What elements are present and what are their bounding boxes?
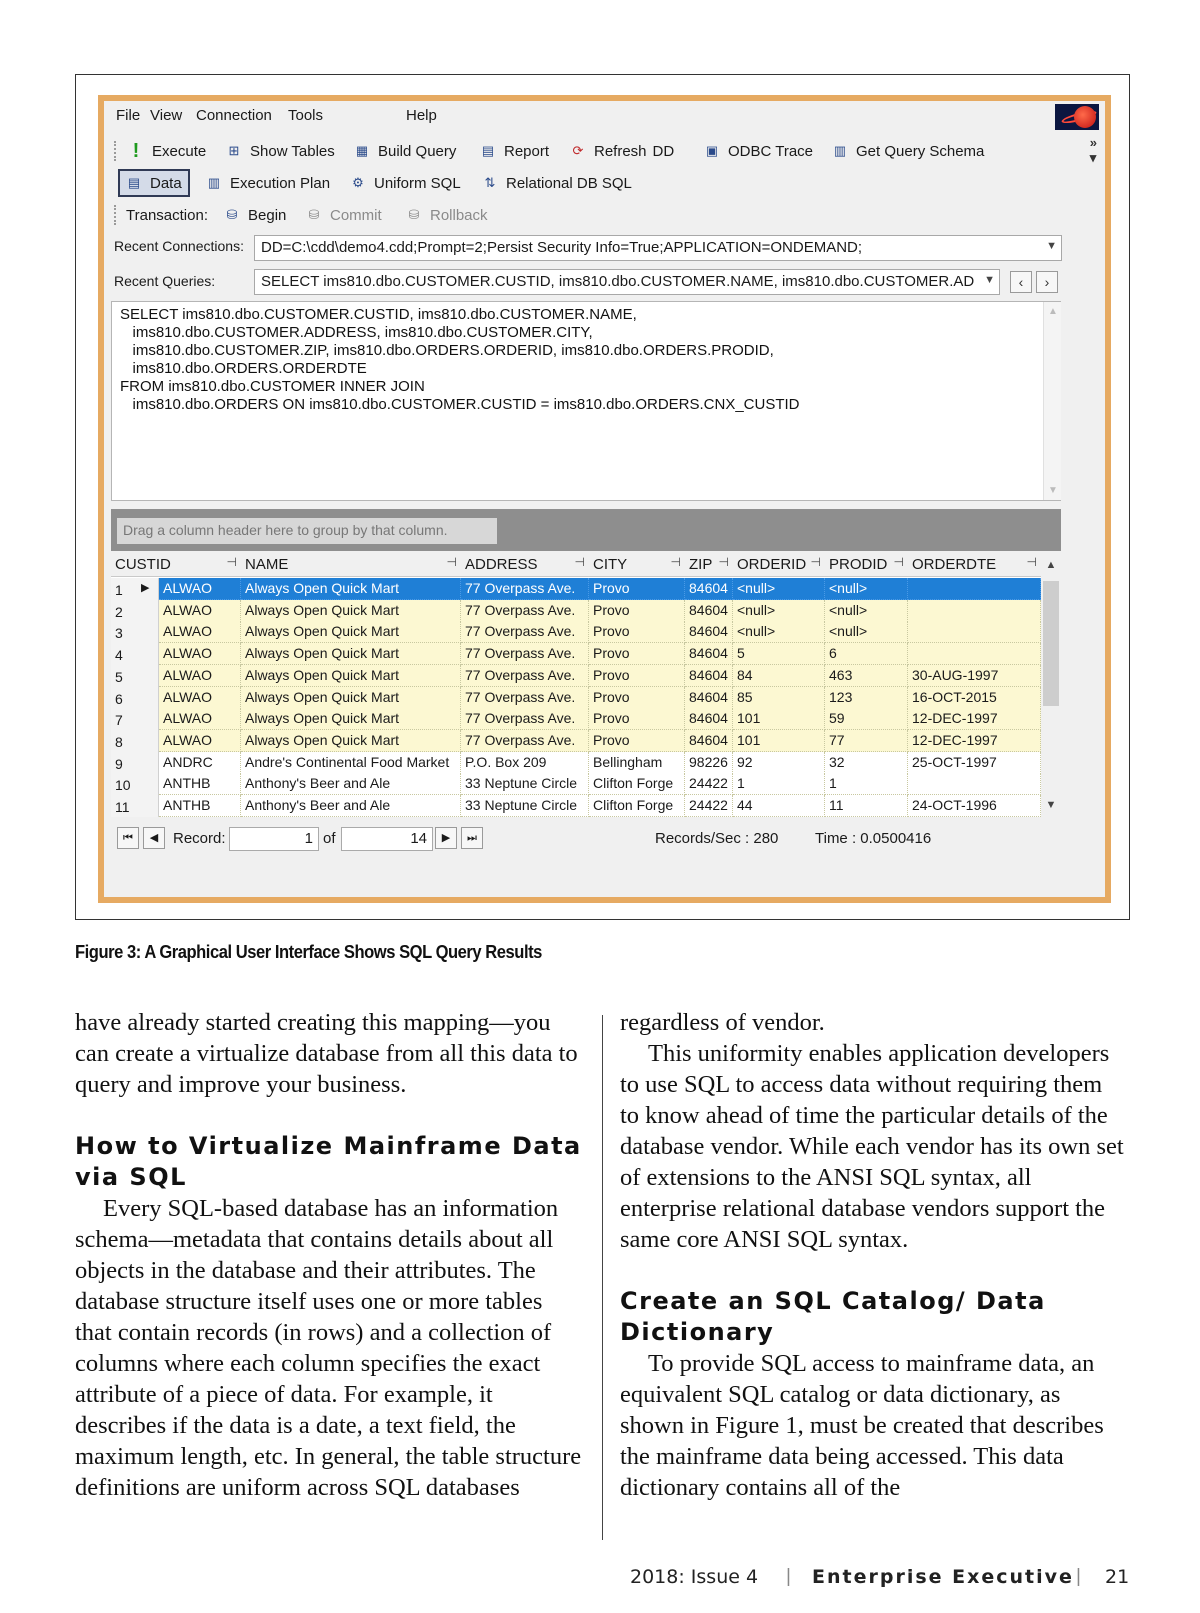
paragraph: Every SQL-based database has an information schema—metadata that contains details about all objects in the database and their attributes. The database structure itself uses one or more tables that contain records (in rows) and a collection of columns where each column specifies the exact attribute of a piece of data. For example, it describes if the data is a date, a text field, the maximum length, etc. In general, the table structure definitions are uniform across SQL databases: [75, 1195, 582, 1501]
record-total-field: 14: [341, 827, 433, 851]
odbc-trace-icon: ▣: [705, 143, 719, 158]
cell-name[interactable]: Always Open Quick Mart: [241, 708, 461, 730]
cell-orderdte[interactable]: [908, 773, 1041, 795]
cell-address[interactable]: 77 Overpass Ave.: [461, 578, 589, 600]
page-number: 21: [1105, 1566, 1130, 1588]
rollback-button[interactable]: ⛁ Rollback: [404, 203, 488, 227]
cell-orderid[interactable]: <null>: [733, 621, 825, 643]
table-row[interactable]: [111, 578, 1041, 600]
relational-db-sql-icon: ⇅: [484, 175, 496, 190]
cell-orderid[interactable]: 84: [733, 665, 825, 687]
table-row[interactable]: [111, 730, 1041, 752]
cell-orderdte[interactable]: 25-OCT-1997: [908, 752, 1041, 774]
cell-name[interactable]: Andre's Continental Food Market: [241, 752, 461, 774]
report-button[interactable]: ▤ Report: [478, 139, 549, 163]
cell-city[interactable]: Provo: [589, 621, 685, 643]
row-number[interactable]: 9: [111, 752, 159, 774]
previous-query-button[interactable]: ‹: [1010, 271, 1032, 293]
scroll-thumb[interactable]: [1043, 581, 1059, 706]
build-query-button[interactable]: ▦ Build Query: [352, 139, 456, 163]
cell-address[interactable]: 77 Overpass Ave.: [461, 621, 589, 643]
row-number[interactable]: 7: [111, 708, 159, 730]
cell-custid[interactable]: ALWAO: [159, 687, 241, 709]
results-grid: [111, 553, 1061, 815]
grid-header: [111, 553, 1041, 577]
cell-zip[interactable]: 84604: [685, 730, 733, 752]
row-number[interactable]: 4: [111, 643, 159, 665]
chevron-down-icon: ▼: [984, 274, 995, 286]
records-per-sec: Records/Sec : 280: [655, 830, 779, 847]
pin-icon[interactable]: ⊣: [446, 555, 457, 569]
pin-icon[interactable]: ⊣: [810, 555, 821, 569]
cell-prodid[interactable]: 32: [825, 752, 908, 774]
toolbar-grip[interactable]: [114, 205, 117, 225]
cell-city[interactable]: Bellingham: [589, 752, 685, 774]
toolbar-overflow-icon[interactable]: » ▾: [1089, 135, 1097, 165]
cell-prodid[interactable]: <null>: [825, 600, 908, 622]
cell-custid[interactable]: ANTHB: [159, 773, 241, 795]
column-header-orderdte[interactable]: ORDERDTE ⊣: [912, 555, 1037, 573]
transaction-label: Transaction:: [126, 206, 208, 224]
cell-zip[interactable]: 24422: [685, 773, 733, 795]
menu-help[interactable]: Help: [406, 107, 437, 124]
cell-zip[interactable]: 84604: [685, 665, 733, 687]
column-header-zip[interactable]: ZIP ⊣: [689, 555, 729, 573]
cell-custid[interactable]: ALWAO: [159, 600, 241, 622]
cell-city[interactable]: Provo: [589, 730, 685, 752]
footer-issue: 2018: Issue 4: [630, 1566, 759, 1588]
cell-orderid[interactable]: 101: [733, 708, 825, 730]
chevron-down-icon: ▼: [1046, 240, 1057, 252]
record-label: Record:: [173, 830, 226, 847]
row-number[interactable]: 2: [111, 600, 159, 622]
row-number[interactable]: 10: [111, 773, 159, 795]
footer-separator: |: [786, 1566, 791, 1587]
cell-prodid[interactable]: <null>: [825, 578, 908, 600]
cell-zip[interactable]: 84604: [685, 687, 733, 709]
cell-name[interactable]: Anthony's Beer and Ale: [241, 773, 461, 795]
rollback-icon: ⛁: [408, 207, 420, 222]
cell-zip[interactable]: 24422: [685, 795, 733, 817]
data-button[interactable]: ▤ Data: [118, 169, 190, 197]
cell-prodid[interactable]: 59: [825, 708, 908, 730]
cell-zip[interactable]: 84604: [685, 708, 733, 730]
cell-city[interactable]: Provo: [589, 643, 685, 665]
cell-orderid[interactable]: 101: [733, 730, 825, 752]
menu-file[interactable]: File: [116, 107, 141, 124]
section-heading: How to Virtualize Mainframe Data via SQL: [75, 1132, 582, 1191]
row-number[interactable]: 1 ▶: [111, 578, 159, 600]
cell-address[interactable]: 77 Overpass Ave.: [461, 643, 589, 665]
execute-icon: !: [132, 139, 140, 162]
refresh-icon: ⟳: [572, 143, 584, 158]
uniform-sql-button[interactable]: ⚙ Uniform SQL: [348, 171, 461, 195]
view-toolbar: [104, 167, 1105, 199]
pin-icon[interactable]: ⊣: [718, 555, 729, 569]
cell-custid[interactable]: ALWAO: [159, 643, 241, 665]
row-number[interactable]: 6: [111, 687, 159, 709]
pin-icon[interactable]: ⊣: [226, 555, 237, 569]
cell-address[interactable]: 77 Overpass Ave.: [461, 665, 589, 687]
recent-queries-label: Recent Queries:: [114, 273, 216, 289]
figure-caption: Figure 3: A Graphical User Interface Shows SQL Query Results: [75, 942, 542, 962]
cell-zip[interactable]: 98226: [685, 752, 733, 774]
cell-orderdte[interactable]: [908, 578, 1041, 600]
paragraph: This uniformity enables application developers to use SQL to access data without requiring them to know ahead of time the particular details of the database vendor. While each vendor has its own set of extensions to the ANSI SQL syntax, all enterprise relational database vendors support the same core ANSI SQL syntax.: [620, 1040, 1124, 1253]
footer-magazine: Enterprise Executive: [812, 1566, 1074, 1588]
next-record-button[interactable]: ▶: [435, 827, 457, 849]
next-query-button[interactable]: ›: [1036, 271, 1058, 293]
pin-icon[interactable]: ⊣: [670, 555, 681, 569]
row-number[interactable]: 11: [111, 795, 159, 817]
cell-address[interactable]: 33 Neptune Circle: [461, 795, 589, 817]
table-row[interactable]: [111, 687, 1041, 709]
previous-record-button[interactable]: ◀: [143, 827, 165, 849]
query-schema-icon: ▥: [833, 143, 847, 158]
group-by-hint: Drag a column header here to group by that column.: [117, 518, 497, 544]
cell-zip[interactable]: 84604: [685, 600, 733, 622]
cell-city[interactable]: Provo: [589, 687, 685, 709]
recent-connections-label: Recent Connections:: [114, 238, 244, 254]
cell-orderid[interactable]: 1: [733, 773, 825, 795]
cell-custid[interactable]: ALWAO: [159, 621, 241, 643]
cell-zip[interactable]: 84604: [685, 578, 733, 600]
article-column-left: [75, 1007, 585, 1503]
cell-orderdte[interactable]: [908, 643, 1041, 665]
report-icon: ▤: [481, 143, 495, 158]
uniform-sql-icon: ⚙: [352, 175, 364, 190]
cell-address[interactable]: P.O. Box 209: [461, 752, 589, 774]
commit-button[interactable]: ⛁ Commit: [304, 203, 382, 227]
cell-orderid[interactable]: <null>: [733, 578, 825, 600]
cell-zip[interactable]: 84604: [685, 643, 733, 665]
data-grid-icon: ▤: [127, 175, 141, 190]
footer-separator: |: [1076, 1566, 1081, 1587]
column-header-address[interactable]: ADDRESS ⊣: [465, 555, 585, 573]
cell-orderdte[interactable]: 16-OCT-2015: [908, 687, 1041, 709]
cell-custid[interactable]: ALWAO: [159, 730, 241, 752]
cell-prodid[interactable]: 123: [825, 687, 908, 709]
cell-orderid[interactable]: 92: [733, 752, 825, 774]
query-time: Time : 0.0500416: [815, 830, 932, 847]
cell-address[interactable]: 77 Overpass Ave.: [461, 600, 589, 622]
execution-plan-icon: ▥: [207, 175, 221, 190]
show-tables-button[interactable]: ⊞ Show Tables: [224, 139, 335, 163]
paragraph: regardless of vendor.: [620, 1009, 825, 1036]
sql-editor-scrollbar[interactable]: [1043, 302, 1061, 500]
table-row[interactable]: [111, 708, 1041, 730]
scroll-down-icon[interactable]: ▼: [1048, 485, 1058, 496]
row-number[interactable]: 8: [111, 730, 159, 752]
cell-name[interactable]: Always Open Quick Mart: [241, 665, 461, 687]
cell-name[interactable]: Always Open Quick Mart: [241, 643, 461, 665]
cell-name[interactable]: Always Open Quick Mart: [241, 600, 461, 622]
pin-icon[interactable]: ⊣: [1026, 555, 1037, 569]
first-record-button[interactable]: ⏮: [117, 827, 139, 849]
last-record-button[interactable]: ⏭: [461, 827, 483, 849]
cell-orderid[interactable]: 44: [733, 795, 825, 817]
table-row[interactable]: [111, 621, 1041, 643]
grid-scrollbar[interactable]: [1041, 553, 1061, 815]
cell-orderid[interactable]: <null>: [733, 600, 825, 622]
app-logo: [1055, 104, 1099, 130]
current-row-indicator-icon: ▶: [141, 582, 150, 594]
column-divider: [602, 1015, 603, 1540]
article-column-right: [620, 1007, 1125, 1503]
cell-orderdte[interactable]: [908, 621, 1041, 643]
cell-custid[interactable]: ALWAO: [159, 665, 241, 687]
cell-city[interactable]: Provo: [589, 708, 685, 730]
cell-orderdte[interactable]: 24-OCT-1996: [908, 795, 1041, 817]
scroll-up-icon[interactable]: ▲: [1045, 559, 1057, 571]
menu-bar: [104, 101, 1105, 131]
recent-queries-select[interactable]: SELECT ims810.dbo.CUSTOMER.CUSTID, ims810.dbo.CUSTOMER.NAME, ims810.dbo.CUSTOMER.AD ▼: [254, 269, 1000, 295]
cell-custid[interactable]: ALWAO: [159, 708, 241, 730]
main-toolbar: [104, 135, 1105, 167]
table-row[interactable]: [111, 773, 1041, 795]
app-window: [98, 95, 1111, 903]
execute-button[interactable]: ! Execute: [126, 139, 206, 163]
commit-icon: ⛁: [308, 207, 320, 222]
cell-orderdte[interactable]: 12-DEC-1997: [908, 730, 1041, 752]
cell-orderdte[interactable]: [908, 600, 1041, 622]
cell-custid[interactable]: ALWAO: [159, 578, 241, 600]
column-header-custid[interactable]: CUSTID ⊣: [115, 555, 237, 573]
refresh-dd-button[interactable]: ⟳ Refresh DD: [568, 139, 674, 163]
get-query-schema-button[interactable]: ▥ Get Query Schema: [830, 139, 984, 163]
figure-frame: [75, 74, 1130, 920]
recent-connections-select[interactable]: DD=C:\cdd\demo4.cdd;Prompt=2;Persist Security Info=True;APPLICATION=ONDEMAND; ▼: [254, 235, 1062, 261]
cell-name[interactable]: Anthony's Beer and Ale: [241, 795, 461, 817]
column-header-orderid[interactable]: ORDERID ⊣: [737, 555, 821, 573]
column-header-prodid[interactable]: PRODID ⊣: [829, 555, 904, 573]
row-number[interactable]: 5: [111, 665, 159, 687]
cell-address[interactable]: 77 Overpass Ave.: [461, 708, 589, 730]
cell-prodid[interactable]: 1: [825, 773, 908, 795]
table-row[interactable]: [111, 643, 1041, 665]
cell-name[interactable]: Always Open Quick Mart: [241, 730, 461, 752]
cell-address[interactable]: 33 Neptune Circle: [461, 773, 589, 795]
relational-db-sql-button[interactable]: ⇅ Relational DB SQL: [480, 171, 632, 195]
cell-name[interactable]: Always Open Quick Mart: [241, 621, 461, 643]
scroll-down-icon[interactable]: ▼: [1045, 799, 1057, 811]
cell-orderid[interactable]: 5: [733, 643, 825, 665]
record-navigator: [111, 823, 1061, 853]
cell-custid[interactable]: ANTHB: [159, 795, 241, 817]
cell-address[interactable]: 77 Overpass Ave.: [461, 730, 589, 752]
group-by-bar[interactable]: [111, 509, 1061, 551]
cell-name[interactable]: Always Open Quick Mart: [241, 687, 461, 709]
section-heading: Create an SQL Catalog/ Data Dictionary: [620, 1287, 1046, 1346]
record-current-input[interactable]: 1: [229, 827, 319, 851]
odbc-trace-button[interactable]: ▣ ODBC Trace: [702, 139, 813, 163]
pin-icon[interactable]: ⊣: [574, 555, 585, 569]
execution-plan-button[interactable]: ▥ Execution Plan: [204, 171, 330, 195]
toolbar-grip[interactable]: [114, 141, 117, 161]
begin-button[interactable]: ⛁ Begin: [222, 203, 286, 227]
table-row[interactable]: [111, 795, 1041, 817]
begin-icon: ⛁: [226, 207, 238, 222]
record-of-label: of: [323, 830, 336, 847]
paragraph: have already started creating this mapping—you can create a virtualize database from all this data to query and improve your business.: [75, 1009, 578, 1098]
column-header-name[interactable]: NAME ⊣: [245, 555, 457, 573]
cell-orderid[interactable]: 85: [733, 687, 825, 709]
table-row[interactable]: [111, 665, 1041, 687]
menu-connection[interactable]: Connection: [196, 107, 272, 124]
menu-view[interactable]: View: [150, 107, 183, 124]
scroll-up-icon[interactable]: ▲: [1048, 306, 1058, 317]
row-number[interactable]: 3: [111, 621, 159, 643]
cell-city[interactable]: Clifton Forge: [589, 773, 685, 795]
transaction-toolbar: [104, 199, 1105, 231]
build-query-icon: ▦: [355, 143, 369, 158]
cell-zip[interactable]: 84604: [685, 621, 733, 643]
cell-custid[interactable]: ANDRC: [159, 752, 241, 774]
column-header-city[interactable]: CITY ⊣: [593, 555, 681, 573]
pin-icon[interactable]: ⊣: [893, 555, 904, 569]
cell-prodid[interactable]: 11: [825, 795, 908, 817]
menu-tools[interactable]: Tools: [288, 107, 324, 124]
table-row[interactable]: [111, 600, 1041, 622]
cell-name[interactable]: Always Open Quick Mart: [241, 578, 461, 600]
show-tables-icon: ⊞: [228, 143, 240, 158]
sql-editor[interactable]: SELECT ims810.dbo.CUSTOMER.CUSTID, ims810.dbo.CUSTOMER.NAME, ims810.dbo.CUSTOMER.ADDRESS, ims810.dbo.CUSTOMER.CITY, ims810.dbo.CUSTOMER.ZIP, ims810.dbo.ORDERS.ORDERID, ims810.dbo.ORDERS.PRODID, ims810.dbo.ORDERS.ORDERDTE FROM ims810.dbo.CUSTOMER INNER JOIN ims810.dbo.ORDERS ON ims810.dbo.CUSTOMER.CUSTID = ims810.dbo.ORDERS.CNX_CUSTID: [111, 301, 1061, 501]
cell-city[interactable]: Provo: [589, 578, 685, 600]
cell-city[interactable]: Provo: [589, 600, 685, 622]
cell-orderdte[interactable]: 30-AUG-1997: [908, 665, 1041, 687]
cell-city[interactable]: Provo: [589, 665, 685, 687]
cell-address[interactable]: 77 Overpass Ave.: [461, 687, 589, 709]
cell-prodid[interactable]: 77: [825, 730, 908, 752]
table-row[interactable]: [111, 752, 1041, 774]
cell-prodid[interactable]: <null>: [825, 621, 908, 643]
cell-city[interactable]: Clifton Forge: [589, 795, 685, 817]
cell-prodid[interactable]: 463: [825, 665, 908, 687]
cell-orderdte[interactable]: 12-DEC-1997: [908, 708, 1041, 730]
paragraph: To provide SQL access to mainframe data, an equivalent SQL catalog or data dictionary, as shown in Figure 1, must be created that describes the mainframe data being accessed. This data dictionary contains all of the: [620, 1350, 1104, 1501]
cell-prodid[interactable]: 6: [825, 643, 908, 665]
